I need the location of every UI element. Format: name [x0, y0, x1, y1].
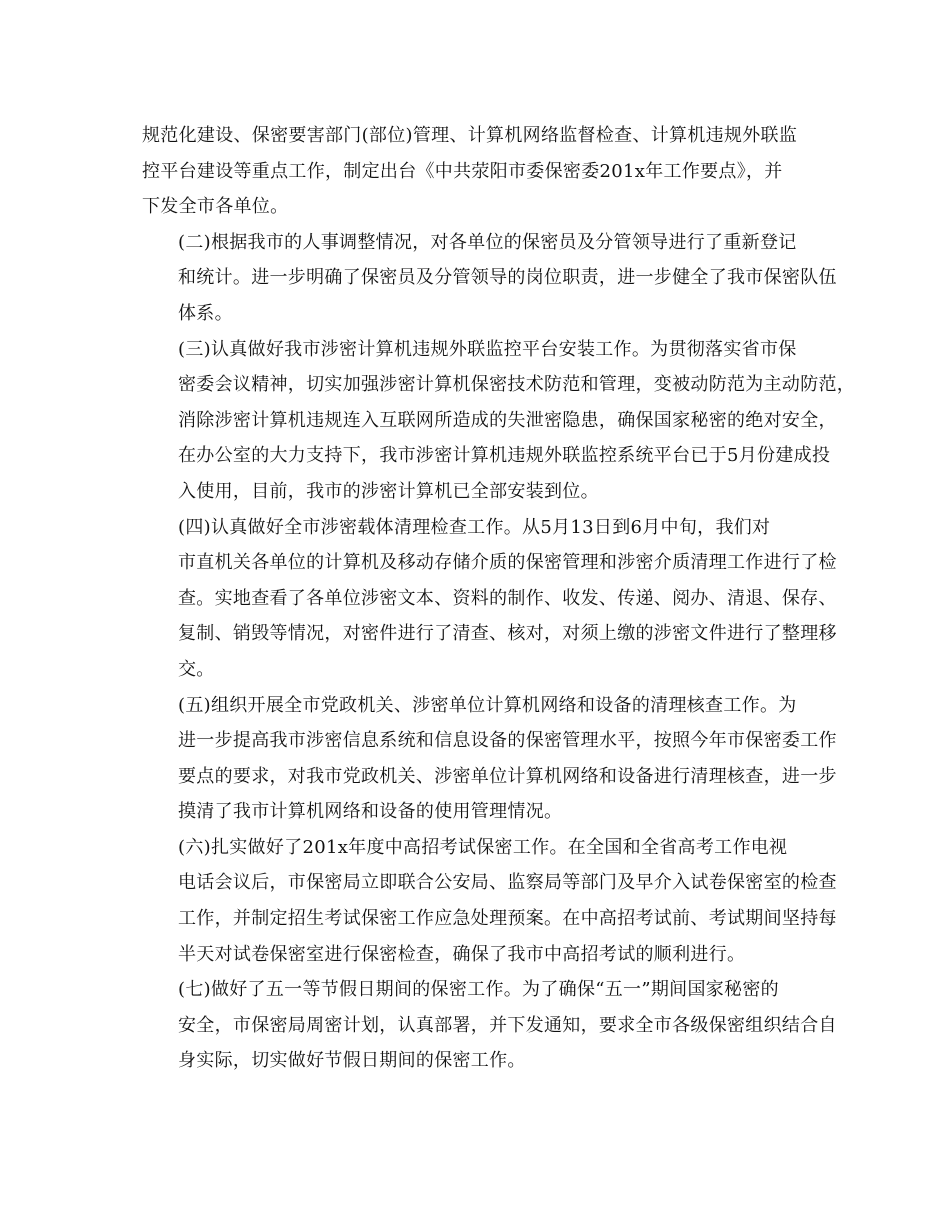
text-line: 交。: [178, 658, 215, 680]
paragraph: [142, 225, 837, 332]
text-line: 体系。: [178, 302, 233, 324]
text-line: 和统计。进一步明确了保密员及分管领导的岗位职责，进一步健全了我市保密队伍: [178, 267, 837, 289]
text-line: 进一步提高我市涉密信息系统和信息设备的保密管理水平，按照今年市保密委工作: [178, 730, 837, 752]
paragraph: [142, 972, 837, 1079]
text-line: 消除涉密计算机违规连入互联网所造成的失泄密隐患，确保国家秘密的绝对安全，: [178, 409, 837, 431]
text-line: 电话会议后，市保密局立即联合公安局、监察局等部门及早介入试卷保密室的检查: [178, 872, 837, 894]
text-line: 复制、销毁等情况，对密件进行了清查、核对，对须上缴的涉密文件进行了整理移: [178, 623, 837, 645]
text-line: 规范化建设、保密要害部门(部位)管理、计算机网络监督检查、计算机违规外联监: [142, 125, 798, 146]
text-line: 在办公室的大力支持下，我市涉密计算机违规外联监控系统平台已于5月份建成投: [178, 445, 831, 467]
text-line: (四)认真做好全市涉密载体清理检查工作。从5月13日到6月中旬，我们对: [178, 516, 771, 538]
text-line: 下发全市各单位。: [142, 196, 289, 218]
text-line: (五)组织开展全市党政机关、涉密单位计算机网络和设备的清理核查工作。为: [178, 694, 797, 716]
text-line: 入使用，目前，我市的涉密计算机已全部安装到位。: [178, 480, 599, 502]
text-line: (三)认真做好我市涉密计算机违规外联监控平台安装工作。为贯彻落实省市保: [178, 338, 797, 360]
paragraph: [142, 510, 837, 688]
text-line: 半天对试卷保密室进行保密检查，确保了我市中高招考试的顺利进行。: [178, 943, 746, 965]
text-line: 要点的要求，对我市党政机关、涉密单位计算机网络和设备进行清理核查，进一步: [178, 765, 837, 787]
paragraph: [142, 118, 812, 225]
text-line: 身实际，切实做好节假日期间的保密工作。: [178, 1050, 526, 1072]
paragraph: [142, 332, 856, 510]
text-line: 密委会议精神，切实加强涉密计算机保密技术防范和管理，变被动防范为主动防范，: [178, 374, 856, 396]
text-line: 安全，市保密局周密计划，认真部署，并下发通知，要求全市各级保密组织结合自: [178, 1014, 837, 1036]
text-line: 查。实地查看了各单位涉密文本、资料的制作、收发、传递、阅办、清退、保存、: [178, 587, 837, 609]
text-line: 工作，并制定招生考试保密工作应急处理预案。在中高招考试前、考试期间坚持每: [178, 908, 837, 930]
paragraph: [142, 688, 837, 830]
text-line: (六)扎实做好了201x年度中高招考试保密工作。在全国和全省高考工作电视: [178, 836, 788, 858]
text-line: 摸清了我市计算机网络和设备的使用管理情况。: [178, 801, 563, 823]
document-body: [142, 118, 856, 1079]
text-line: (二)根据我市的人事调整情况，对各单位的保密员及分管领导进行了重新登记: [178, 231, 797, 253]
paragraph: [142, 830, 837, 972]
text-line: 市直机关各单位的计算机及移动存储介质的保密管理和涉密介质清理工作进行了检: [178, 552, 837, 574]
text-line: 控平台建设等重点工作，制定出台《中共荥阳市委保密委201x年工作要点》，并: [142, 160, 783, 182]
text-line: (七)做好了五一等节假日期间的保密工作。为了确保“五一”期间国家秘密的: [178, 979, 779, 1001]
